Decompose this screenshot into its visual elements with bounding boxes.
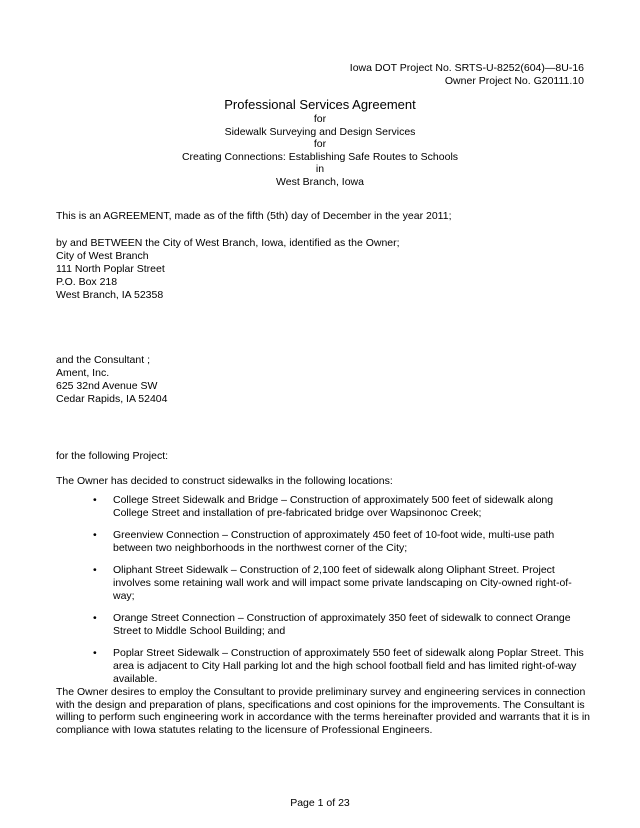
locations-intro: The Owner has decided to construct sidewalks in the following locations: (56, 475, 393, 487)
project-lead: for the following Project: (56, 450, 169, 462)
bullet-icon: • (93, 612, 97, 625)
bullet-icon: • (93, 494, 97, 506)
consultant-street: 625 32nd Avenue SW (56, 380, 158, 392)
dot-project-number: Iowa DOT Project No. SRTS-U-8252(604)—8U-16 (349, 62, 584, 74)
location-text: Poplar Street Sidewalk – Construction of approximately 550 feet of sidewalk along Poplar Street. This area is adjacent to City Hall parking lot and the high school football field and has limited right-of-way available. (113, 647, 584, 685)
owner-city: West Branch, IA 52358 (56, 289, 164, 301)
owner-street: 111 North Poplar Street (56, 263, 165, 275)
title-block (0, 97, 640, 189)
title-in: in (315, 163, 325, 176)
intro-paragraph: This is an AGREEMENT, made as of the fifth (5th) day of December in the year 2011; (56, 210, 452, 222)
list-item (56, 529, 588, 554)
title-program: Creating Connections: Establishing Safe Routes to Schools (181, 150, 459, 163)
title-for-2: for (313, 138, 327, 151)
location-text: Orange Street Connection – Construction of approximately 350 feet of sidewalk to connect Orange Street to Middle School Building; and (113, 612, 571, 637)
location-text: College Street Sidewalk and Bridge – Construction of approximately 500 feet of sidewalk along College Street and installation of pre-fabricated bridge over Wapsinonoc Creek; (113, 494, 554, 519)
consultant-name: Ament, Inc. (56, 367, 110, 379)
closing-paragraph: The Owner desires to employ the Consultant to provide preliminary survey and engineering services in connection with the design and preparation of plans, specifications and cost opinions for the improvements. The Consultant is willing to perform such engineering work in accordance with the terms hereinafter provided and warrants that it is in compliance with Iowa statutes relating to the licensure of Professional Engineers. (56, 686, 591, 736)
consultant-city: Cedar Rapids, IA 52404 (56, 393, 168, 405)
document-title: Professional Services Agreement (224, 97, 416, 112)
location-text: Oliphant Street Sidewalk – Construction of 2,100 feet of sidewalk along Oliphant Street. Project involves some retaining wall work and will impact some private landscaping on City-owned right-of-way; (113, 564, 572, 602)
consultant-block (56, 354, 168, 406)
consultant-lead: and the Consultant ; (56, 354, 150, 366)
owner-project-number: Owner Project No. G20111.10 (444, 75, 584, 87)
owner-block (56, 237, 400, 302)
page-number: Page 1 of 23 (290, 797, 350, 809)
bullet-icon: • (93, 564, 97, 577)
bullet-icon: • (93, 647, 97, 660)
owner-po-box: P.O. Box 218 (56, 276, 118, 288)
list-item (56, 564, 588, 602)
owner-name: City of West Branch (56, 250, 149, 262)
list-item (56, 612, 588, 637)
bullet-icon: • (93, 529, 97, 542)
title-for-1: for (313, 113, 327, 125)
title-location: West Branch, Iowa (276, 175, 364, 188)
owner-lead: by and BETWEEN the City of West Branch, Iowa, identified as the Owner; (56, 237, 400, 249)
locations-list (56, 494, 588, 695)
location-text: Greenview Connection – Construction of approximately 450 feet of 10-foot wide, multi-use path between two neighborhoods in the northwest corner of the City; (113, 529, 555, 554)
project-numbers (350, 62, 584, 88)
title-service: Sidewalk Surveying and Design Services (224, 125, 416, 138)
list-item (56, 494, 588, 519)
list-item (56, 647, 588, 685)
